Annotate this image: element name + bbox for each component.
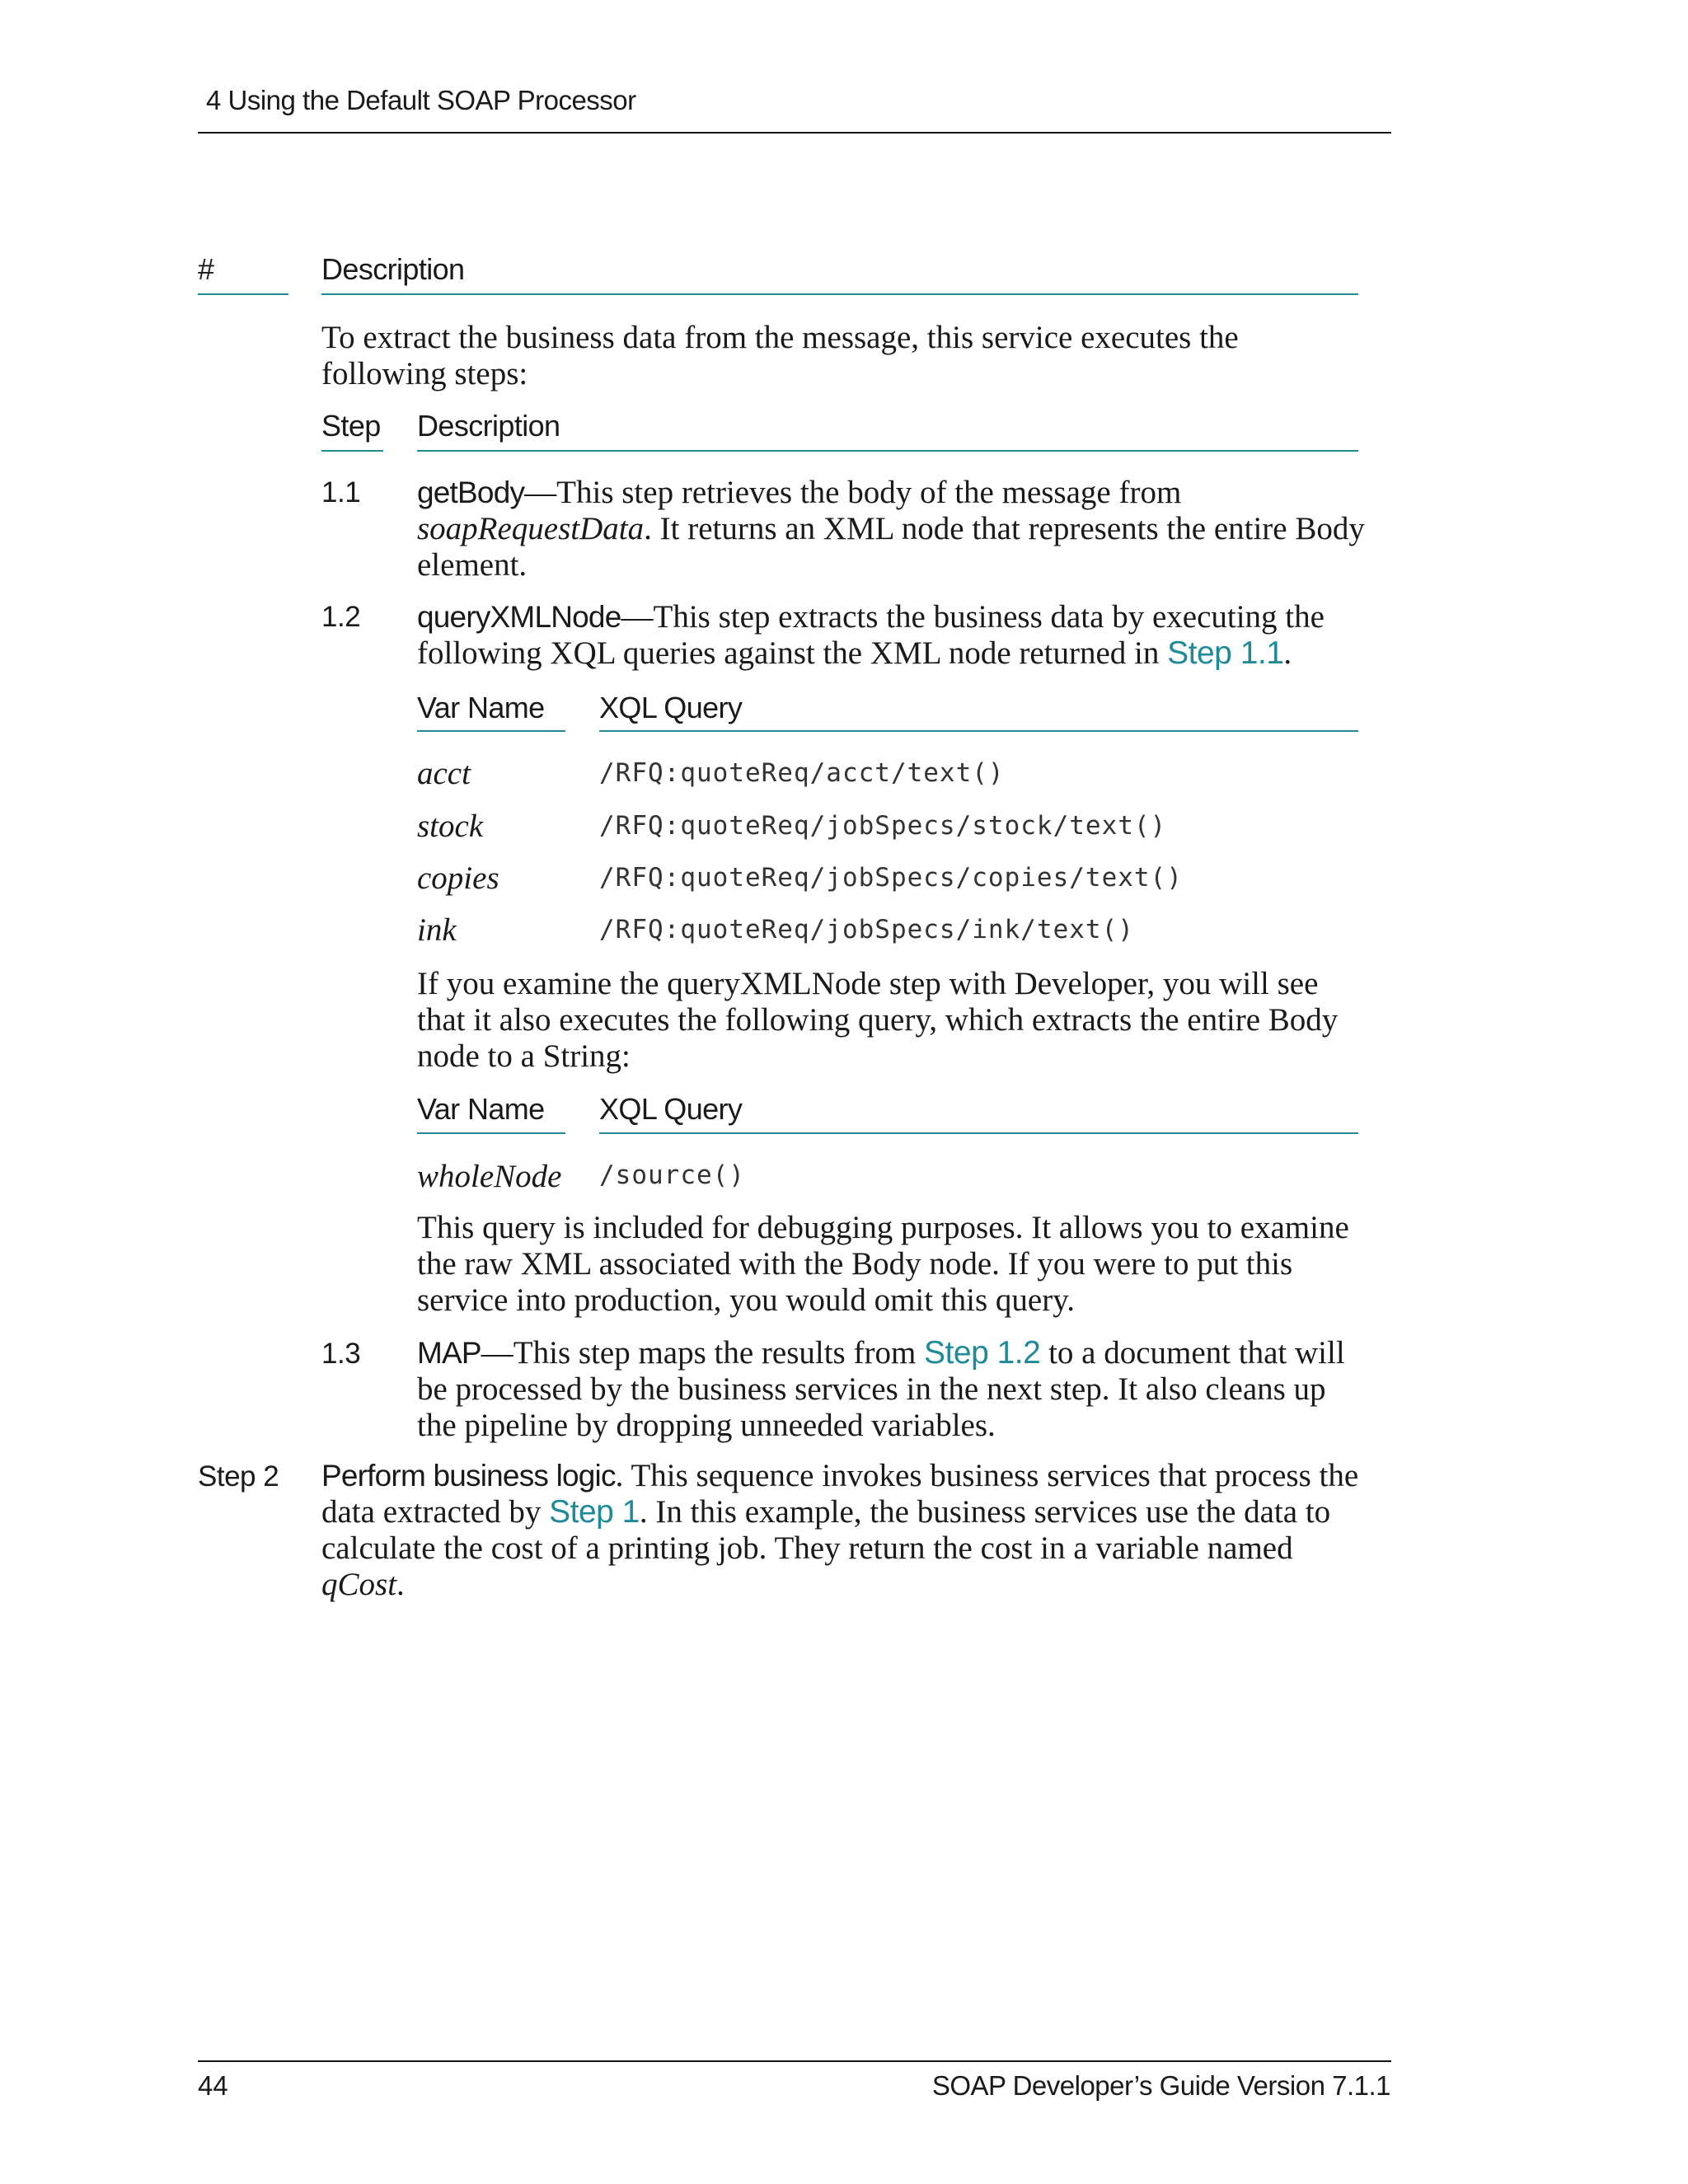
step2-italic-var: qCost xyxy=(321,1567,397,1602)
query-table-rule-xql xyxy=(599,1132,1358,1134)
step-number: 1.2 xyxy=(321,601,361,633)
query-col-header-xql: XQL Query xyxy=(599,691,743,724)
sub-table-rule-description xyxy=(417,450,1358,452)
header-rule xyxy=(198,132,1391,134)
query-var-name: wholeNode xyxy=(417,1159,562,1194)
step-text: . xyxy=(1283,635,1292,671)
query-table-rule-xql xyxy=(599,730,1358,732)
query-xql: /RFQ:quoteReq/jobSpecs/ink/text() xyxy=(599,915,1134,944)
step-text: . xyxy=(396,1567,405,1602)
step-description xyxy=(417,475,1365,583)
page-number: 44 xyxy=(198,2070,228,2101)
query-col-header-var: Var Name xyxy=(417,691,545,724)
step-italic-term: soapRequestData xyxy=(417,511,645,546)
step-number: 1.3 xyxy=(321,1338,361,1370)
query-var-name: stock xyxy=(417,808,484,844)
step-text: —This step retrieves the body of the message from xyxy=(524,475,1182,510)
explanation-paragraph: This query is included for debugging purposes. It allows you to examine the raw XML associated with the Body node. If you were to put this service into production, you would omit this query. xyxy=(417,1210,1349,1318)
query-xql: /RFQ:quoteReq/jobSpecs/stock/text() xyxy=(599,811,1167,841)
intro-paragraph: To extract the business data from the message, this service executes the following steps: xyxy=(321,320,1239,391)
step-text: . It returns an XML node that represents the entire Body element. xyxy=(417,511,1365,583)
step-description xyxy=(417,1335,1365,1444)
step-term: MAP xyxy=(417,1336,481,1370)
step-text: —This step maps the results from xyxy=(481,1335,925,1371)
step-term: getBody xyxy=(417,476,525,509)
sub-col-header-description: Description xyxy=(417,409,560,443)
query-var-name: acct xyxy=(417,756,471,791)
query-var-name: copies xyxy=(417,860,499,896)
query-xql: /source() xyxy=(599,1160,745,1190)
query-table-rule-var xyxy=(417,730,565,732)
query-col-header-xql: XQL Query xyxy=(599,1092,743,1126)
explanation-paragraph: If you examine the queryXMLNode step with Developer, you will see that it also executes the following query, which extracts the entire Body node to a String: xyxy=(417,966,1339,1074)
footer-doc-title: SOAP Developer’s Guide Version 7.1.1 xyxy=(931,2070,1390,2101)
query-col-header-var: Var Name xyxy=(417,1092,545,1126)
query-xql: /RFQ:quoteReq/jobSpecs/copies/text() xyxy=(599,863,1183,893)
table-rule-description xyxy=(321,293,1358,295)
query-table-rule-var xyxy=(417,1132,565,1134)
step-text: . In this example, the business services use the data to calculate the cost of a printing job. They return the cost in a variable named xyxy=(321,1494,1331,1566)
step-number: 1.1 xyxy=(321,476,361,509)
step2-label: Step 2 xyxy=(198,1460,279,1493)
sub-col-header-step: Step xyxy=(321,409,381,443)
step-link[interactable]: Step 1 xyxy=(549,1494,640,1530)
step-description xyxy=(417,599,1365,672)
step-text: to a document that will be processed by the business services in the next step. It also cleans up the pipeline by dropping unneeded variables. xyxy=(417,1335,1345,1443)
step2-description xyxy=(321,1458,1367,1603)
step-text: . This sequence invokes business services that process the data extracted by xyxy=(321,1458,1359,1530)
table-rule-hash xyxy=(198,293,288,295)
step-text: —This step extracts the business data by executing the following XQL queries against the XML node returned in xyxy=(417,599,1325,671)
sub-table-rule-step xyxy=(321,450,383,452)
step-link[interactable]: Step 1.2 xyxy=(924,1335,1041,1371)
step-link[interactable]: Step 1.1 xyxy=(1167,635,1284,671)
query-var-name: ink xyxy=(417,912,457,948)
query-xql: /RFQ:quoteReq/acct/text() xyxy=(599,758,1005,788)
running-header: 4 Using the Default SOAP Processor xyxy=(206,85,636,115)
col-header-hash: # xyxy=(198,252,214,286)
step-term: queryXMLNode xyxy=(417,600,621,634)
col-header-description: Description xyxy=(321,252,465,286)
footer-rule xyxy=(198,2060,1391,2062)
step2-term: Perform business logic xyxy=(321,1459,616,1493)
